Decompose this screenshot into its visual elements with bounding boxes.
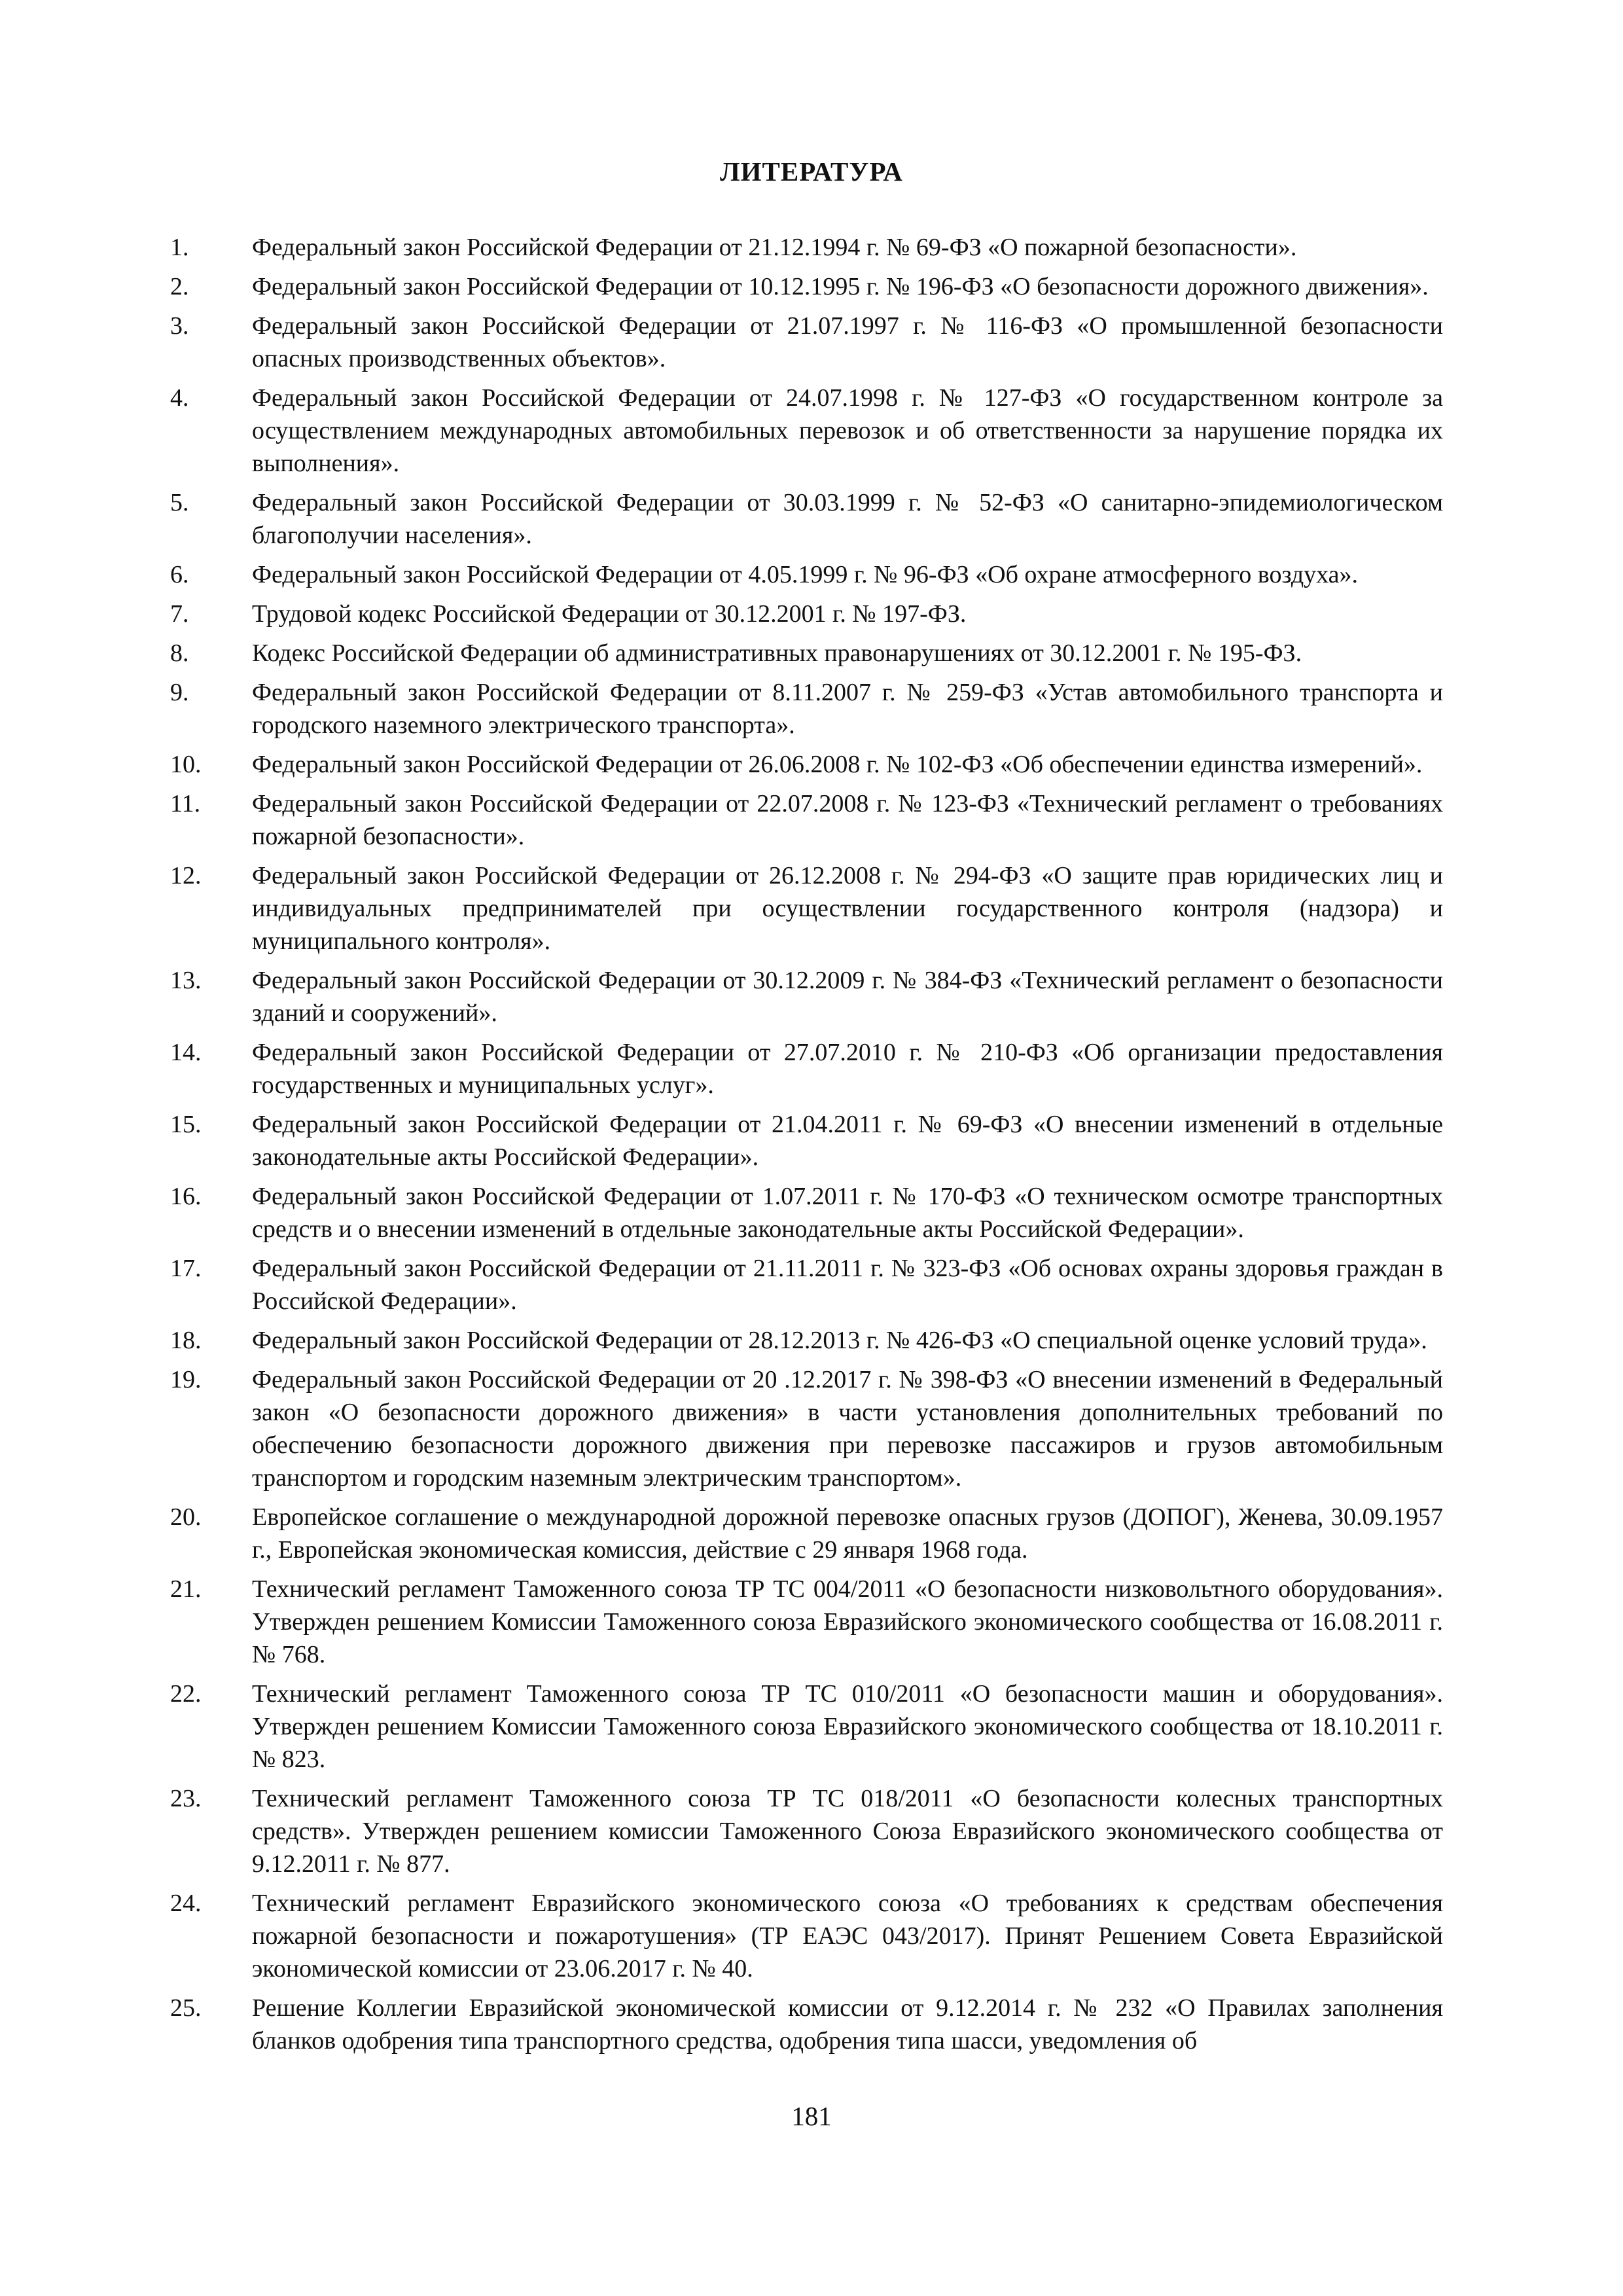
reference-item: [0, 1324, 1623, 1357]
reference-number: 24.: [170, 1890, 202, 1917]
reference-number: 12.: [170, 862, 202, 889]
reference-number: 16.: [170, 1183, 202, 1210]
reference-item: [0, 382, 1623, 480]
reference-text: Федеральный закон Российской Федерации от 20 .12.2017 г. № 398-ФЗ «О внесении изменений в Федеральный закон «О безопасности дорожного движения» в части установления дополнительных требований по обеспечению безопасности дорожного движения при перевозке пассажиров и грузов автомобильным транспортом и городским наземным электрическим транспортом».: [252, 1366, 1443, 1492]
reference-number: 20.: [170, 1503, 202, 1531]
reference-item: [0, 486, 1623, 552]
reference-number: 2.: [170, 273, 189, 300]
reference-text: Кодекс Российской Федерации об административных правонарушениях от 30.12.2001 г. № 195-ФЗ.: [252, 639, 1302, 667]
page-title: ЛИТЕРАТУРА: [720, 156, 903, 187]
reference-number: 5.: [170, 489, 189, 516]
reference-text: Федеральный закон Российской Федерации от 10.12.1995 г. № 196-ФЗ «О безопасности дорожного движения».: [252, 273, 1429, 300]
reference-text: Федеральный закон Российской Федерации от 26.12.2008 г. № 294-ФЗ «О защите прав юридических лиц и индивидуальных предпринимателей при осуществлении государственного контроля (надзора) и муниципального контроля».: [252, 862, 1443, 955]
reference-number: 9.: [170, 679, 189, 706]
reference-number: 21.: [170, 1575, 202, 1603]
reference-number: 10.: [170, 751, 202, 778]
reference-item: [0, 1363, 1623, 1494]
reference-number: 6.: [170, 561, 189, 588]
reference-text: Федеральный закон Российской Федерации от 21.11.2011 г. № 323-ФЗ «Об основах охраны здоровья граждан в Российской Федерации».: [252, 1255, 1443, 1315]
reference-number: 13.: [170, 967, 202, 994]
reference-text: Технический регламент Таможенного союза ТР ТС 018/2011 «О безопасности колесных транспортных средств». Утвержден решением комиссии Таможенного Союза Евразийского экономического сообщества от 9.12.2011 г. № 877.: [252, 1785, 1443, 1878]
reference-item: [0, 1180, 1623, 1246]
reference-item: [0, 748, 1623, 781]
reference-item: [0, 1573, 1623, 1671]
page-number: 181: [791, 2101, 832, 2131]
reference-list: [0, 231, 1623, 2064]
reference-item: [0, 1036, 1623, 1102]
reference-text: Федеральный закон Российской Федерации от 30.03.1999 г. № 52-ФЗ «О санитарно-эпидемиологическом благополучии населения».: [252, 489, 1443, 549]
reference-text: Федеральный закон Российской Федерации от 22.07.2008 г. № 123-ФЗ «Технический регламент о требованиях пожарной безопасности».: [252, 790, 1443, 850]
reference-text: Технический регламент Евразийского экономического союза «О требованиях к средствам обеспечения пожарной безопасности и пожаротушения» (ТР ЕАЭС 043/2017). Принят Решением Совета Евразийской экономической комиссии от 23.06.2017 г. № 40.: [252, 1890, 1443, 1982]
reference-number: 19.: [170, 1366, 202, 1393]
reference-number: 7.: [170, 600, 189, 628]
reference-text: Федеральный закон Российской Федерации от 30.12.2009 г. № 384-ФЗ «Технический регламент о безопасности зданий и сооружений».: [252, 967, 1443, 1027]
reference-number: 23.: [170, 1785, 202, 1812]
reference-text: Технический регламент Таможенного союза ТР ТС 010/2011 «О безопасности машин и оборудования». Утвержден решением Комиссии Таможенного союза Евразийского экономического сообщества от 18.10.2011 г. № 823.: [252, 1680, 1443, 1773]
reference-item: [0, 1108, 1623, 1174]
reference-text: Федеральный закон Российской Федерации от 21.04.2011 г. № 69-ФЗ «О внесении изменений в отдельные законодательные акты Российской Федерации».: [252, 1111, 1443, 1171]
reference-text: Федеральный закон Российской Федерации от 1.07.2011 г. № 170-ФЗ «О техническом осмотре транспортных средств и о внесении изменений в отдельные законодательные акты Российской Федерации».: [252, 1183, 1443, 1243]
reference-item: [0, 964, 1623, 1030]
reference-number: 1.: [170, 234, 189, 261]
reference-item: [0, 310, 1623, 375]
reference-text: Федеральный закон Российской Федерации от 24.07.1998 г. № 127-ФЗ «О государственном контроле за осуществлением международных автомобильных перевозок и об ответственности за нарушение порядка их выполнения».: [252, 384, 1443, 477]
reference-text: Федеральный закон Российской Федерации от 21.07.1997 г. № 116-ФЗ «О промышленной безопасности опасных производственных объектов».: [252, 312, 1443, 372]
reference-number: 11.: [170, 790, 201, 817]
reference-item: [0, 1992, 1623, 2057]
reference-item: [0, 676, 1623, 742]
reference-text: Технический регламент Таможенного союза ТР ТС 004/2011 «О безопасности низковольтного оборудования». Утвержден решением Комиссии Таможенного союза Евразийского экономического сообщества от 16.08.2011 г. № 768.: [252, 1575, 1443, 1668]
reference-text: Федеральный закон Российской Федерации от 21.12.1994 г. № 69-ФЗ «О пожарной безопасности».: [252, 234, 1297, 261]
reference-text: Федеральный закон Российской Федерации от 8.11.2007 г. № 259-ФЗ «Устав автомобильного транспорта и городского наземного электрического транспорта».: [252, 679, 1443, 739]
reference-item: [0, 1252, 1623, 1318]
reference-text: Трудовой кодекс Российской Федерации от 30.12.2001 г. № 197-ФЗ.: [252, 600, 967, 628]
reference-text: Федеральный закон Российской Федерации от 27.07.2010 г. № 210-ФЗ «Об организации предоставления государственных и муниципальных услуг».: [252, 1039, 1443, 1099]
reference-text: Федеральный закон Российской Федерации от 26.06.2008 г. № 102-ФЗ «Об обеспечении единства измерений».: [252, 751, 1423, 778]
reference-number: 17.: [170, 1255, 202, 1282]
reference-item: [0, 558, 1623, 591]
reference-number: 4.: [170, 384, 189, 412]
reference-text: Европейское соглашение о международной дорожной перевозке опасных грузов (ДОПОГ), Женева, 30.09.1957 г., Европейская экономическая комиссия, действие с 29 января 1968 года.: [252, 1503, 1443, 1564]
reference-number: 18.: [170, 1327, 202, 1354]
reference-item: [0, 859, 1623, 958]
reference-text: Федеральный закон Российской Федерации от 4.05.1999 г. № 96-ФЗ «Об охране атмосферного воздуха».: [252, 561, 1359, 588]
reference-item: [0, 270, 1623, 303]
reference-item: [0, 787, 1623, 853]
reference-item: [0, 1887, 1623, 1985]
reference-number: 3.: [170, 312, 189, 340]
reference-item: [0, 1501, 1623, 1566]
reference-item: [0, 598, 1623, 630]
reference-text: Федеральный закон Российской Федерации от 28.12.2013 г. № 426-ФЗ «О специальной оценке условий труда».: [252, 1327, 1427, 1354]
reference-item: [0, 637, 1623, 670]
reference-number: 8.: [170, 639, 189, 667]
reference-number: 15.: [170, 1111, 202, 1138]
reference-item: [0, 231, 1623, 264]
reference-number: 25.: [170, 1994, 202, 2022]
reference-item: [0, 1782, 1623, 1880]
reference-number: 22.: [170, 1680, 202, 1708]
reference-text: Решение Коллегии Евразийской экономической комиссии от 9.12.2014 г. № 232 «О Правилах заполнения бланков одобрения типа транспортного средства, одобрения типа шасси, уведомления об: [252, 1994, 1443, 2054]
reference-number: 14.: [170, 1039, 202, 1066]
reference-item: [0, 1677, 1623, 1776]
